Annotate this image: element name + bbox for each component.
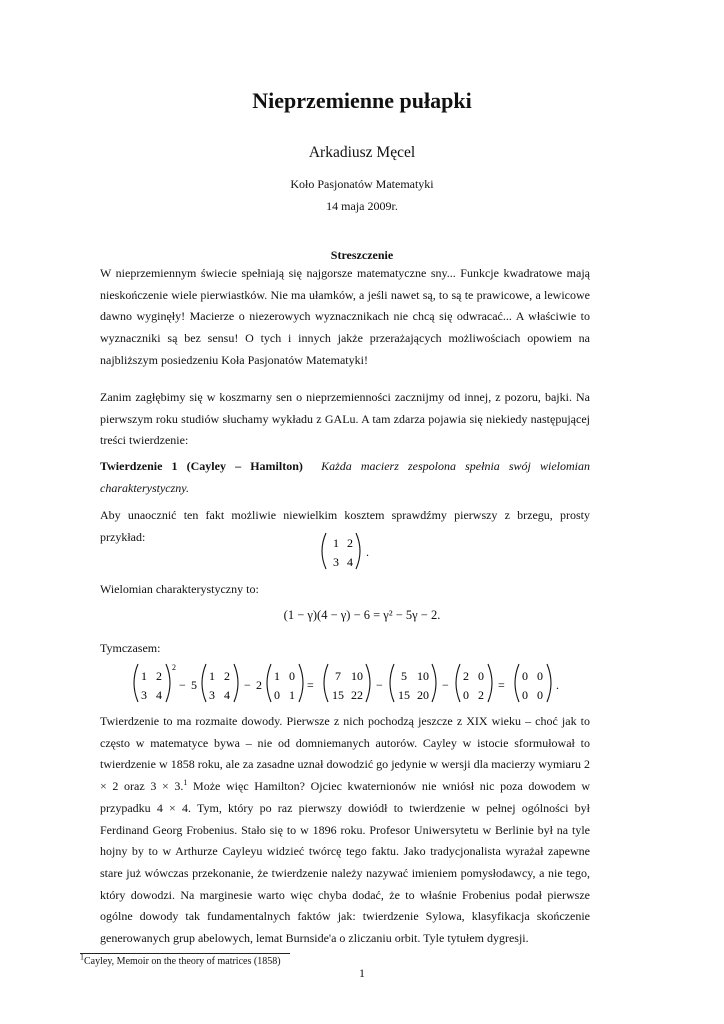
matrix-a-cell: 4 bbox=[224, 688, 230, 702]
equals-sign: = bbox=[498, 678, 505, 692]
period: . bbox=[556, 678, 559, 692]
meanwhile-label: Tymczasem: bbox=[100, 641, 161, 655]
page-number: 1 bbox=[359, 966, 365, 980]
identity-cell: 1 bbox=[274, 669, 280, 683]
char-poly-label: Wielomian charakterystyczny to: bbox=[100, 582, 259, 596]
history-text-2: Może więc Hamilton? Ojciec kwaternionów nie wniósł nic poza dowodem w przypadku 4 × 4. Tym, który po raz pierwszy dowiódł to twierdzenie w pełnej ogólności był Ferdinand Georg Frobenius. Stało się to w 1896 roku. Profesor Uniwersytetu w Berlinie był na tyle hojny by to w Arthurze Cayleyu widzieć twórcę tego faktu. Jako tradycjonalista wyrażał zapewne stare już wówczas przekonanie, że twierdzenie należy nazywać imieniem pomysłodawcy, a nie tego, który dowodzi. Na marginesie warto więc chyba dodać, że to właśnie Frobenius podał pierwsze ogólne dowody tak fundamentalnych faktów jak: twierdzenie Sylowa, klasyfikacja skończenie generowanych grup abelowych, lemat Burnside'a o zliczaniu orbit. Tyle tytułem dygresji. bbox=[100, 779, 590, 946]
abstract-heading: Streszczenie bbox=[330, 248, 394, 262]
history-text-1: Twierdzenie to ma rozmaite dowody. Pierwsze z nich pochodzą jeszcze z XIX wieku – choć jak to często w matematyce bywa – nie od domniemanych autorów. Cayley w istocie sformułował to twierdzenie w 1858 roku, ale za zasadne uznał dowodzić go jedynie w wersji dla macierzy wymiaru 2 × 2 oraz 3 × 3. bbox=[100, 714, 590, 794]
zero-cell: 0 bbox=[522, 669, 528, 683]
matrix-a-cell: 4 bbox=[347, 555, 353, 569]
footnote-number: 1 bbox=[80, 952, 84, 962]
zero-cell: 0 bbox=[537, 669, 543, 683]
theorem-1 bbox=[100, 456, 590, 499]
power-exponent: 2 bbox=[172, 663, 176, 672]
author-name: Arkadiusz Męcel bbox=[308, 144, 416, 161]
footnote-text: Cayley, Memoir on the theory of matrices (1858) bbox=[84, 956, 281, 967]
minus-sign: − bbox=[244, 678, 251, 692]
matrix-a-display bbox=[316, 530, 376, 572]
matrix-a-cell: 1 bbox=[209, 669, 215, 683]
matrix-a-cell: 3 bbox=[209, 688, 215, 702]
abstract-text: W nieprzemiennym świecie spełniają się najgorsze matematyczne sny... Funkcje kwadratowe mają nieskończenie wiele pierwiastków. Nie ma ułamków, a jeśli nawet są, to są te prawicowe, a lewicowe dawno wyginęły! Macierze o niezerowych wyznacznikach nie chcą się odwracać... A właściwie to wyznaczniki są bez sensu! O tych i innych jakże przerażających możliwościach opowiem na najbliższym posiedzeniu Koła Pasjonatów Matematyki! bbox=[100, 266, 590, 367]
matrix-a-cell: 2 bbox=[347, 536, 353, 550]
coefficient-2: 2 bbox=[256, 678, 262, 692]
two-i-cell: 2 bbox=[478, 688, 484, 702]
a-squared-cell: 10 bbox=[351, 669, 363, 683]
cayley-hamilton-computation bbox=[128, 659, 588, 707]
footnote-mark[interactable]: 1 bbox=[183, 778, 188, 788]
identity-cell: 1 bbox=[289, 688, 295, 702]
minus-sign: − bbox=[376, 678, 383, 692]
zero-cell: 0 bbox=[522, 688, 528, 702]
paper-title: Nieprzemienne pułapki bbox=[252, 88, 472, 113]
a-squared-cell: 22 bbox=[351, 688, 363, 702]
period: . bbox=[366, 545, 369, 559]
footnote-divider bbox=[80, 953, 290, 954]
matrix-a-cell: 3 bbox=[333, 555, 339, 569]
matrix-a-cell: 3 bbox=[141, 688, 147, 702]
a-squared-cell: 7 bbox=[335, 669, 341, 683]
intro-paragraph: Zanim zagłębimy się w koszmarny sen o nieprzemienności zacznijmy od innej, z pozoru, bajki. Na pierwszym roku studiów słuchamy wykładu z GALu. A tam zdarza pojawia się niekiedy następującej treści twierdzenie: bbox=[100, 390, 590, 448]
identity-cell: 0 bbox=[274, 688, 280, 702]
a-squared-cell: 15 bbox=[332, 688, 344, 702]
history-paragraph bbox=[100, 711, 590, 950]
matrix-a-cell: 1 bbox=[333, 536, 339, 550]
theorem-statement: Każda macierz zespolona spełnia swój wielomian charakterystyczny. bbox=[100, 459, 591, 495]
minus-sign: − bbox=[179, 678, 186, 692]
five-a-cell: 15 bbox=[398, 688, 410, 702]
matrix-a-cell: 1 bbox=[141, 669, 147, 683]
matrix-a-cell: 2 bbox=[156, 669, 162, 683]
two-i-cell: 0 bbox=[478, 669, 484, 683]
example-paragraph: Aby unaocznić ten fakt możliwie niewielkim kosztem sprawdźmy pierwszy z brzegu, prosty przykład: bbox=[100, 508, 590, 544]
equals-sign: = bbox=[307, 678, 314, 692]
five-a-cell: 20 bbox=[417, 688, 429, 702]
theorem-label: Twierdzenie 1 (Cayley – Hamilton) bbox=[100, 459, 303, 473]
coefficient-5: 5 bbox=[191, 678, 197, 692]
date: 14 maja 2009r. bbox=[326, 199, 398, 213]
matrix-a-cell: 2 bbox=[224, 669, 230, 683]
two-i-cell: 2 bbox=[463, 669, 469, 683]
five-a-cell: 5 bbox=[401, 669, 407, 683]
affiliation: Koło Pasjonatów Matematyki bbox=[290, 177, 434, 191]
zero-cell: 0 bbox=[537, 688, 543, 702]
two-i-cell: 0 bbox=[463, 688, 469, 702]
minus-sign: − bbox=[442, 678, 449, 692]
char-poly-equation: (1 − γ)(4 − γ) − 6 = γ² − 5γ − 2. bbox=[283, 608, 441, 622]
identity-cell: 0 bbox=[289, 669, 295, 683]
matrix-a-cell: 4 bbox=[156, 688, 162, 702]
five-a-cell: 10 bbox=[417, 669, 429, 683]
